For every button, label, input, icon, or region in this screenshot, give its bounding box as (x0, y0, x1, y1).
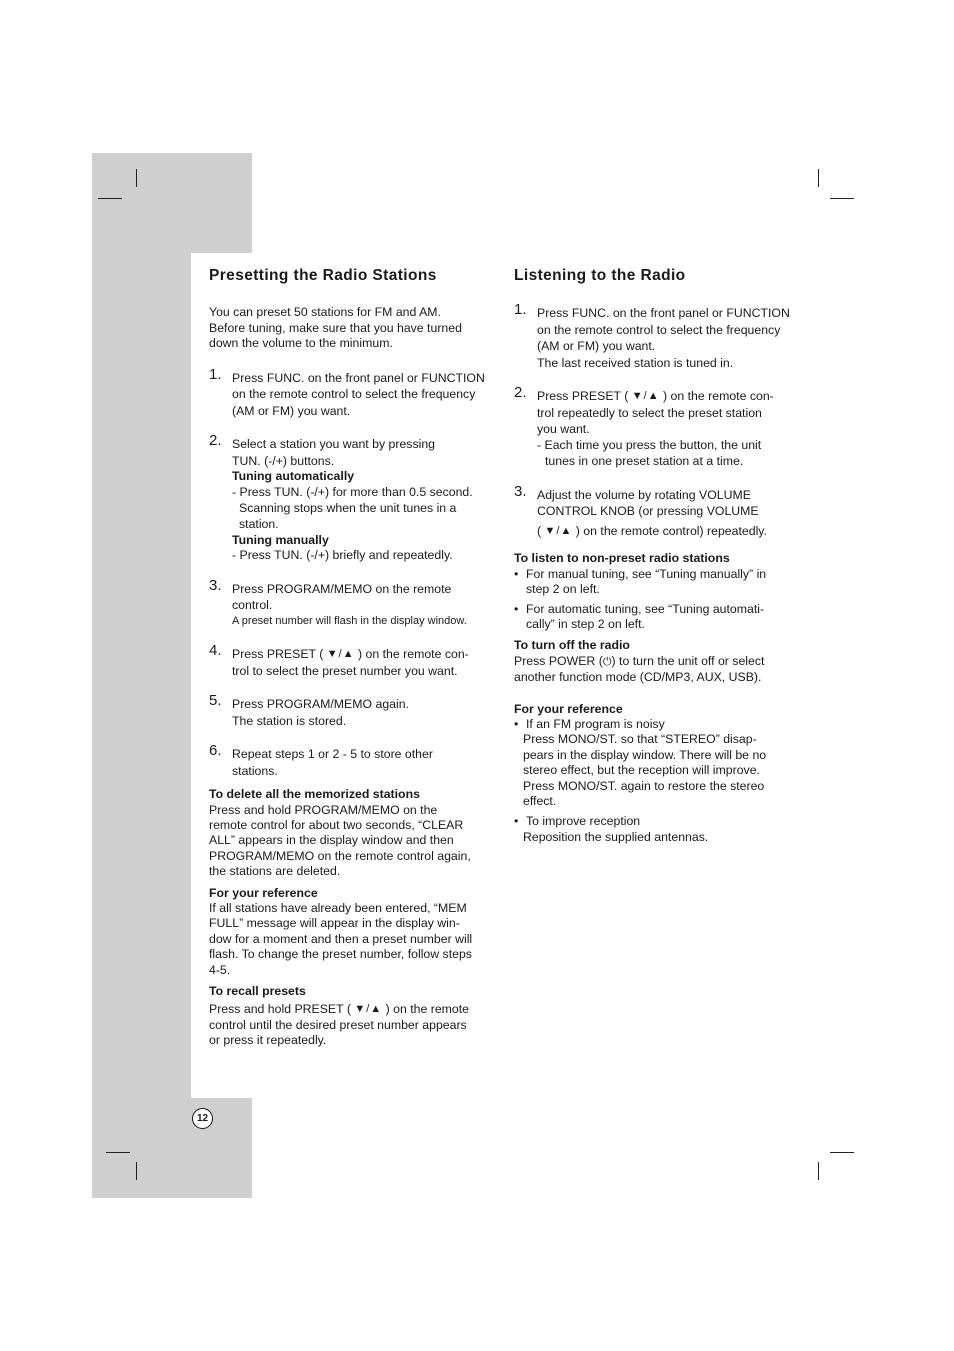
turn-off-section: To turn off the radio Press POWER (⏻) to turn the unit off or select another function mode (CD/MP3, AUX, USB). (514, 638, 765, 685)
preset-step-1: 1. Press FUNC. on the front panel or FUNCTION on the remote control to select the frequency (AM or FM) you want. (209, 365, 485, 418)
gray-margin-band-bottom (92, 1098, 252, 1198)
delete-stations-section: To delete all the memorized stations Press and hold PROGRAM/MEMO on the remote control for about two seconds, “CLEAR ALL” appears in the display window and then PROGRAM/MEMO on the remote control again, the stations are deleted. (209, 787, 471, 879)
preset-step-3: 3. Press PROGRAM/MEMO on the remote control. A preset number will flash in the display window. (209, 576, 467, 627)
section-title-listening: Listening to the Radio (514, 267, 686, 284)
preset-step-4: 4. Press PRESET ( ▼/▲ ) on the remote con- trol to select the preset number you want. (209, 642, 469, 678)
crop-mark (106, 1152, 130, 1153)
left-column (209, 268, 494, 1055)
list-item: • For manual tuning, see “Tuning manually” in step 2 on left. (514, 566, 767, 597)
non-preset-section: To listen to non-preset radio stations • For manual tuning, see “Tuning manually” in step 2 on left. • For automatic tuning, see “Tuning automati- cally” in step 2 on left. (514, 551, 804, 632)
crop-mark (136, 169, 137, 187)
listen-step-3: 3. Adjust the volume by rotating VOLUME CONTROL KNOB (or pressing VOLUME ( ▼/▲ ) on the remote control) repeatedly. (514, 482, 767, 538)
tuning-manually-heading: Tuning manually (232, 532, 329, 547)
gray-margin-band-top (92, 153, 252, 253)
down-up-arrows-icon: ▼/▲ (326, 648, 355, 661)
right-column (514, 268, 804, 851)
down-up-arrows-icon: ▼/▲ (544, 524, 573, 537)
page-number: 12 (192, 1108, 213, 1129)
list-item: • For automatic tuning, see “Tuning automati- cally” in step 2 on left. (514, 601, 765, 631)
section-title-presetting: Presetting the Radio Stations (209, 267, 437, 284)
recall-presets-section: To recall presets Press and hold PRESET ( ▼/▲ ) on the remote control until the desired preset number appears or press it repeatedly. (209, 984, 470, 1048)
preset-step-5: 5. Press PROGRAM/MEMO again. The station is stored. (209, 692, 409, 728)
crop-mark (136, 1162, 137, 1180)
intro-paragraph: You can preset 50 stations for FM and AM. Before tuning, make sure that you have turned down the volume to the minimum. (209, 305, 462, 351)
listen-step-1: 1. Press FUNC. on the front panel or FUNCTION on the remote control to select the frequency (AM or FM) you want. The last received station is tuned in. (514, 301, 790, 370)
power-icon: ⏻ (602, 655, 612, 668)
preset-step-6: 6. Repeat steps 1 or 2 - 5 to store other stations. (209, 742, 433, 778)
crop-mark (818, 1162, 819, 1180)
crop-mark (98, 198, 122, 199)
preset-step-2: 2. Select a station you want by pressing TUN. (-/+) buttons. Tuning automatically - Press TUN. (-/+) for more than 0.5 second. Scanning stops when the unit tunes in a station. Tuning manually - Press TUN. (-/+) briefly and repeatedly. (209, 436, 494, 564)
crop-mark (818, 169, 819, 187)
reference-section-right: For your reference • If an FM program is noisy Press MONO/ST. so that “STEREO” disap- pears in the display window. There will be no stereo effect, but the reception will improve. Press MONO/ST. again to restore the stereo effect. • To improve reception Reposition the supplied antennas. (514, 701, 767, 844)
tuning-automatically-heading: Tuning automatically (232, 469, 355, 484)
crop-mark (830, 1152, 854, 1153)
down-up-arrows-icon: ▼/▲ (354, 1003, 383, 1016)
crop-mark (830, 198, 854, 199)
down-up-arrows-icon: ▼/▲ (631, 390, 660, 403)
listen-step-2: 2. Press PRESET ( ▼/▲ ) on the remote con- trol repeatedly to select the preset station you want. - Each time you press the button, the unit tunes in one preset station at a time. (514, 384, 774, 469)
gray-margin-band-left (92, 253, 191, 1098)
reference-section-left: For your reference If all stations have already been entered, “MEM FULL” message will appear in the display win- dow for a moment and then a preset number will flash. To change the preset number, follow steps 4-5. (209, 885, 473, 977)
